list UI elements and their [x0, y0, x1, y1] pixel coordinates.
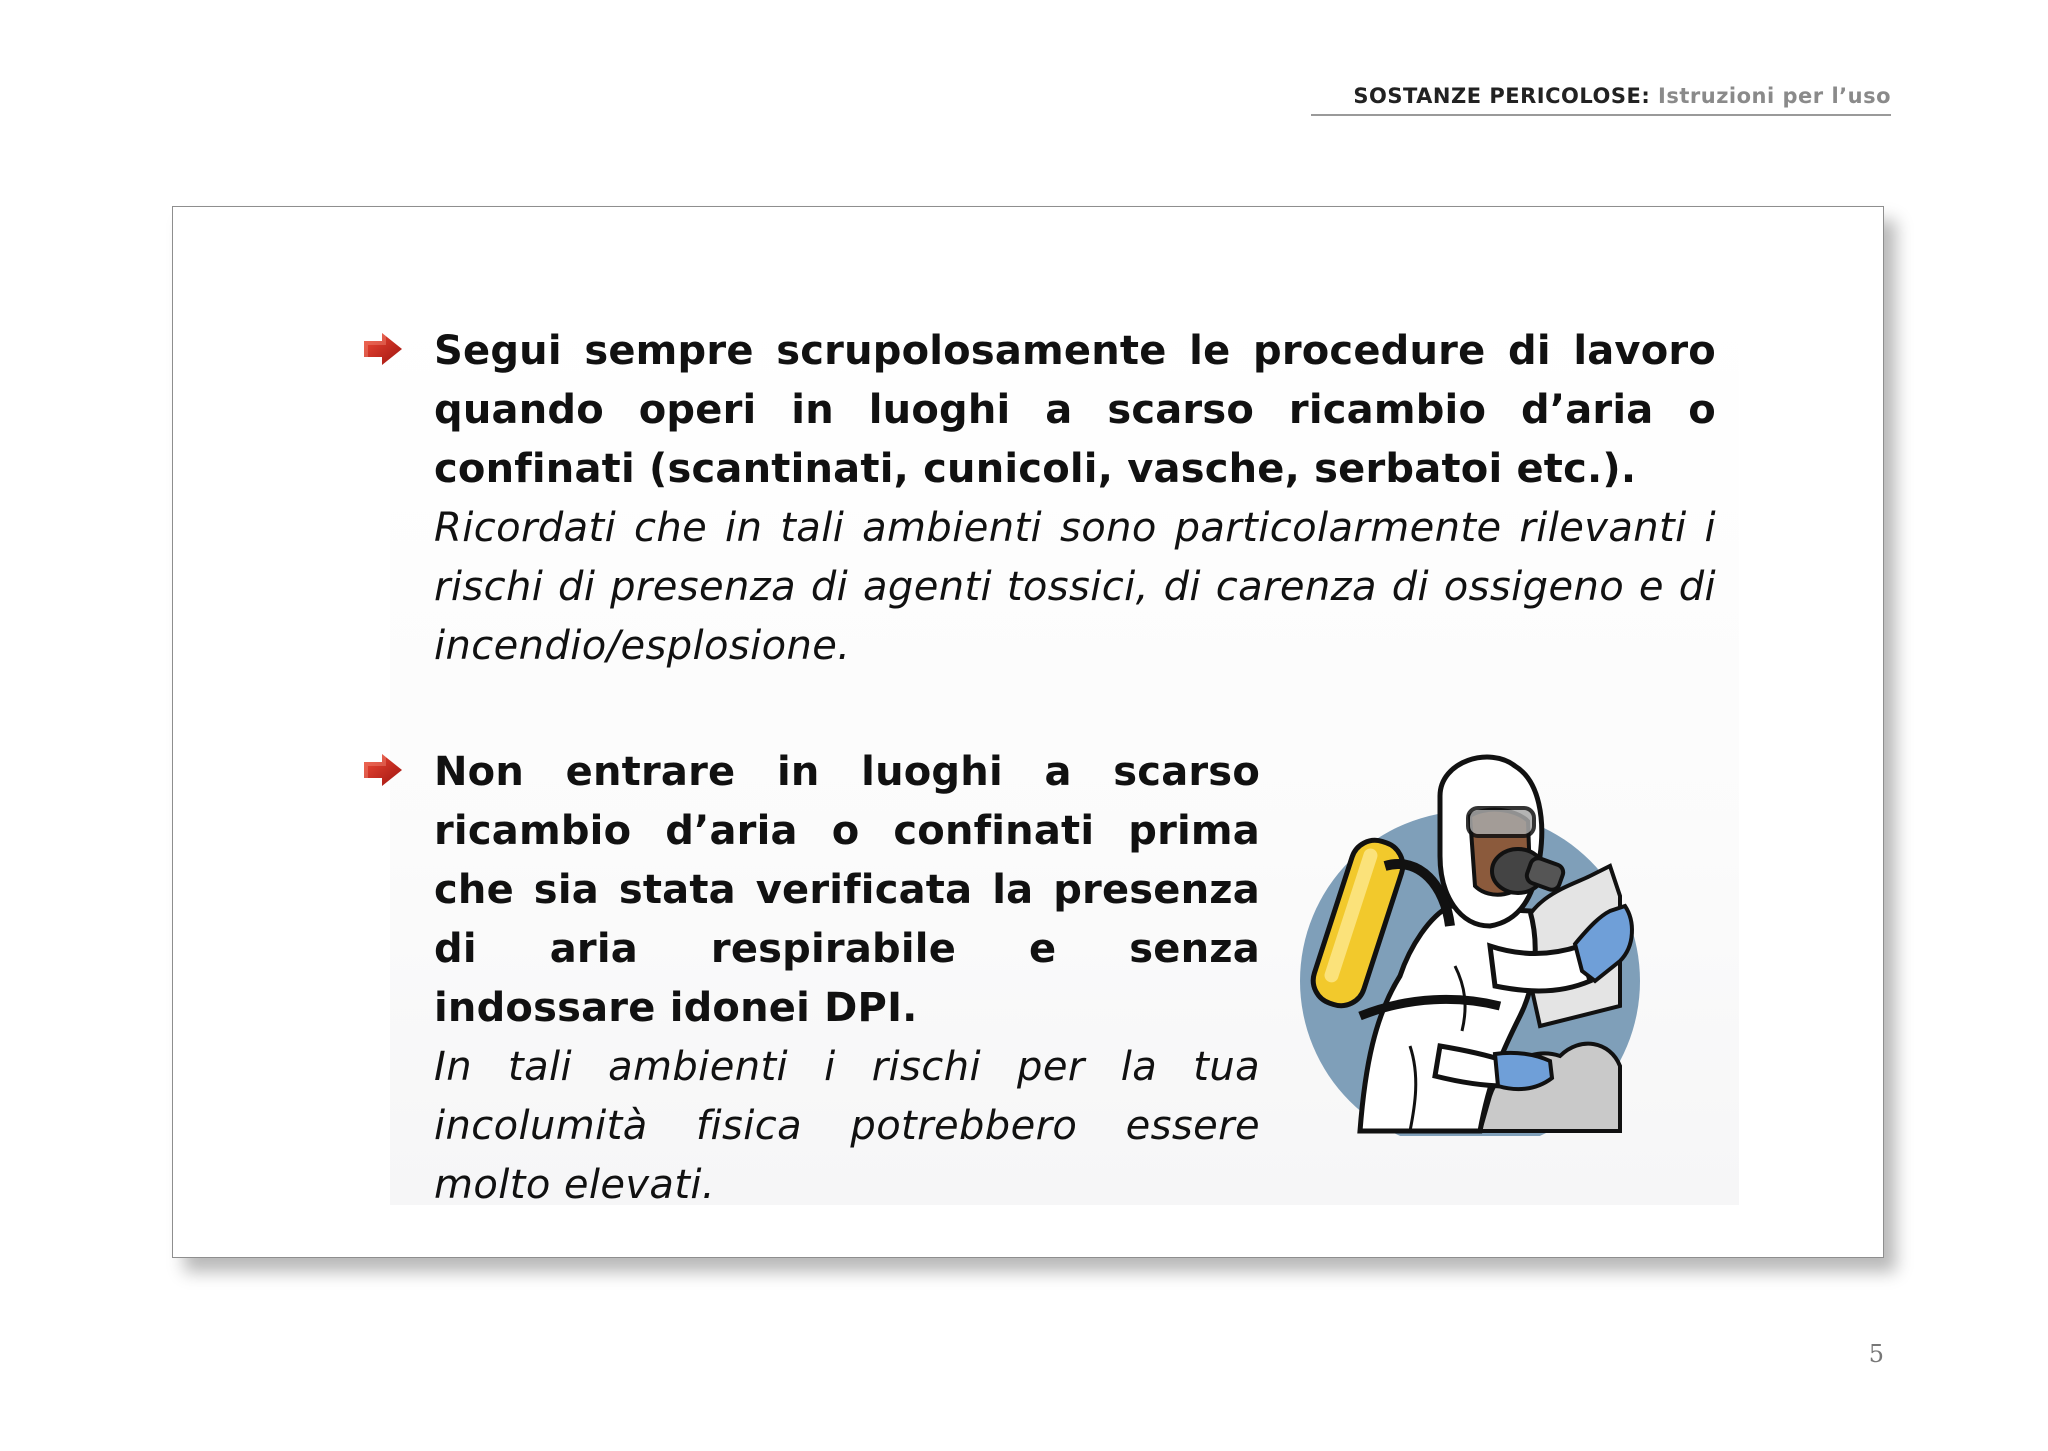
header-subtitle: Istruzioni per l’uso [1658, 84, 1891, 108]
bullet-2-bold-text: Non entrare in luoghi a scarso ricambio d’aria o confinati prima che sia stata verificata la presenza di aria respirabile e senza indossare idonei DPI. [434, 749, 1260, 1031]
bullet-item-1 [434, 322, 1716, 676]
header-title: SOSTANZE PERICOLOSE: [1353, 84, 1651, 108]
bullet-2-italic-text: In tali ambienti i rischi per la tua incolumità fisica potrebbero essere molto elevati. [434, 1044, 1260, 1208]
page-number: 5 [1868, 1340, 1884, 1368]
bullet-item-2 [434, 743, 1260, 1215]
bullet-1-italic-text: Ricordati che in tali ambienti sono particolarmente rilevanti i rischi di presenza di agenti tossici, di carenza di ossigeno e di incendio/esplosione. [434, 505, 1716, 669]
bullet-1-bold-text: Segui sempre scrupolosamente le procedure di lavoro quando operi in luoghi a scarso ricambio d’aria o confinati (scantinati, cunicoli, vasche, serbatoi etc.). [434, 328, 1716, 492]
arrow-bullet-icon [362, 753, 404, 787]
arrow-bullet-icon [362, 332, 404, 366]
hazmat-worker-icon [1290, 746, 1710, 1136]
page-header [1311, 84, 1891, 116]
